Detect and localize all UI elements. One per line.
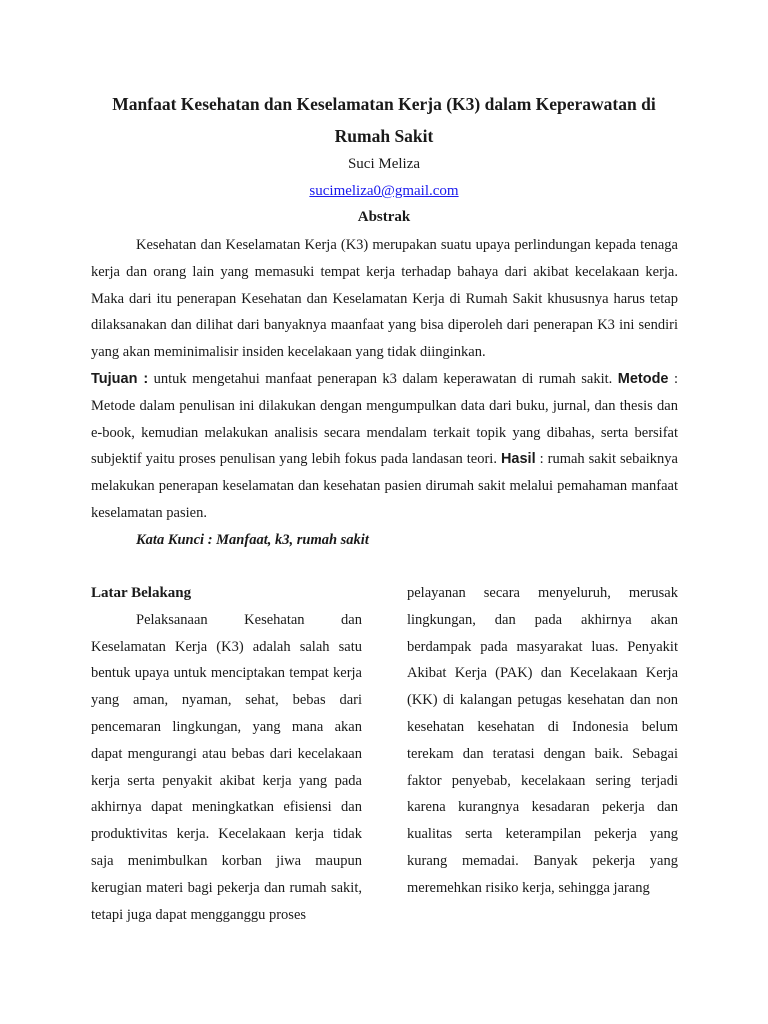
author-email-container [0,181,768,201]
hasil-text: : rumah sakit sebaiknya melakukan penerapan keselamatan dan kesehatan pasien dirumah sakit melalui pemahaman manfaat keselamatan pasien. [91,451,678,521]
abstract-heading: Abstrak [357,209,411,225]
left-column [91,580,362,928]
tujuan-label: Tujuan : [91,370,149,387]
metode-label: Metode [617,370,669,387]
author-name: Suci Meliza [347,156,421,172]
abstract-intro: Kesehatan dan Keselamatan Kerja (K3) merupakan suatu upaya perlindungan kepada tenaga kerja dan orang lain yang memasuki tempat kerja terhadap bahaya dari akibat kecelakaan kerja. Maka dari itu penerapan Kesehatan dan Keselamatan Kerja di Rumah Sakit khususnya harus tetap dilaksanakan dan dilihat dari banyaknya maanfaat yang bisa diperoleh dari penerapan K3 ini sendiri yang akan meminimalisir insiden kecelakaan yang tidak diinginkan. [91,237,678,361]
right-column [407,580,678,902]
abstract-body [91,232,678,527]
section-heading-latar-belakang: Latar Belakang [91,585,192,601]
tujuan-text: untuk mengetahui manfaat penerapan k3 dalam keperawatan di rumah sakit. [148,370,618,387]
left-column-text: Pelaksanaan Kesehatan dan Keselamatan Kerja (K3) adalah salah satu bentuk upaya untuk menciptakan tempat kerja yang aman, nyaman, sehat, bebas dari pencemaran lingkungan, yang mana akan dapat mengurangi atau bebas dari kecelakaan kerja serta penyakit akibat kerja yang pada akhirnya dapat meningkatkan efisiensi dan produktivitas kerja. Kecelakaan kerja tidak saja menimbulkan korban jiwa maupun kerugian materi bagi pekerja dan rumah sakit, tetapi juga dapat mengganggu proses [91,611,362,923]
hasil-label: Hasil [500,451,536,468]
author-email-link[interactable]: sucimeliza0@gmail.com [309,183,459,199]
left-column-paragraph [91,607,362,929]
keywords: Kata Kunci : Manfaat, k3, rumah sakit [136,532,369,548]
right-column-paragraph: pelayanan secara menyeluruh, merusak lingkungan, dan pada akhirnya akan berdampak pada masyarakat luas. Penyakit Akibat Kerja (PAK) dan Kecelakaan Kerja (KK) di kalangan petugas kesehatan dan non kesehatan kesehatan di Indonesia belum terekam dan teratasi dengan baik. Sebagai faktor penyebab, kecelakaan sering terjadi karena kurangnya kesadaran pekerja dan kualitas serta keterampilan pekerja yang kurang memadai. Banyak pekerja yang meremehkan risiko kerja, sehingga jarang [407,585,678,896]
paper-title: Manfaat Kesehatan dan Keselamatan Kerja (K3) dalam Keperawatan di Rumah Sakit [112,94,656,146]
metode-text: : Metode dalam penulisan ini dilakukan dengan mengumpulkan data dari buku, jurnal, dan thesis dan e-book, kemudian melakukan analisis secara mendalam terkait topik yang dibahas, serta bersifat subjektif yaitu proses penulisan yang lebih fokus pada landasan teori. [91,370,678,468]
